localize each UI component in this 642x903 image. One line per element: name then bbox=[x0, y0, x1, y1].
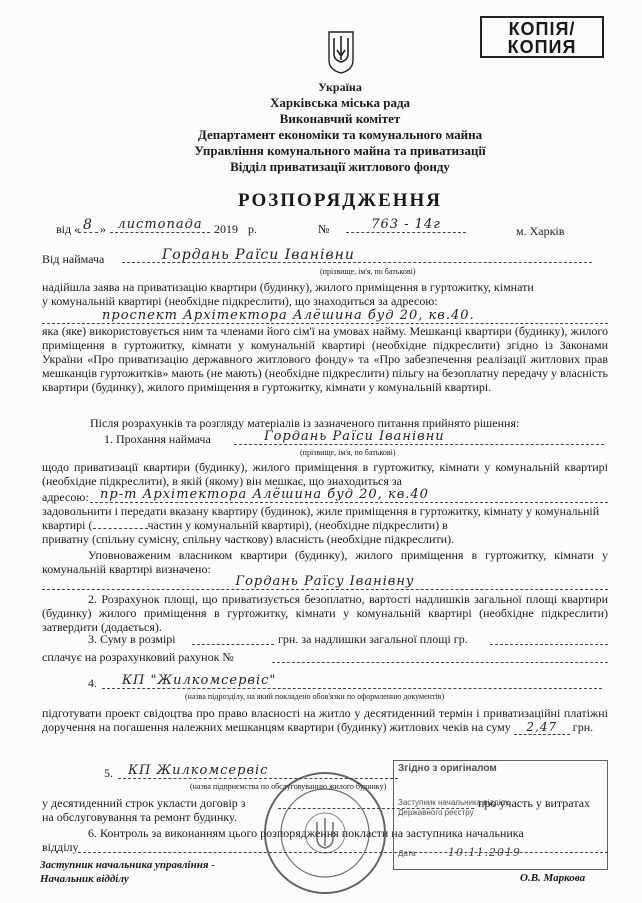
item2: 2. Розрахунок площі, що приватизується безоплатно, вартості надлишків загальної площі квартири (будинку) жилого приміщення в гуртожитку, кімнати у комунальній квартирі (необхідне підкреслити) затвердити (додається). bbox=[42, 592, 608, 634]
verify-line1: Заступник начальника відділу bbox=[398, 798, 510, 807]
item3-text: грн. за надлишки загальної площі гр. bbox=[278, 632, 468, 646]
verify-line2: Державного реєстру bbox=[398, 808, 474, 817]
item3-label: 3. Суму в розмірі bbox=[88, 632, 176, 646]
item1-address-label: адресою: bbox=[42, 490, 89, 504]
item1-part: частин у комунальній квартирі), (необхідне підкреслити) в bbox=[147, 518, 448, 532]
date-year-suffix: р. bbox=[248, 222, 257, 236]
item4-currency: грн. bbox=[572, 720, 594, 734]
signature-position-1: Заступник начальника управління - bbox=[40, 859, 215, 871]
signature-name: О.В. Маркова bbox=[520, 872, 586, 884]
item1-part-blank bbox=[93, 528, 148, 529]
tenant-label: Від наймача bbox=[42, 252, 105, 266]
round-seal-icon bbox=[250, 768, 400, 898]
verify-date: 10.11.2019 bbox=[447, 846, 521, 859]
header-committee: Виконавчий комітет bbox=[279, 111, 401, 126]
item1-name: Гордань Раїси Іванівни bbox=[234, 430, 604, 445]
verification-stamp bbox=[393, 760, 608, 870]
item4-org: КП "Жилкомсервіс" bbox=[102, 674, 602, 689]
item4-caption: (назва підрозділу, на який покладено обов'язки по оформленню документів) bbox=[185, 692, 445, 701]
item5-org: КП Жилкомсервіс bbox=[118, 764, 398, 779]
coat-of-arms-icon bbox=[327, 30, 355, 74]
document-number: 763 - 14г bbox=[346, 218, 466, 233]
date-mid: » bbox=[100, 222, 106, 236]
date-month: листопада bbox=[110, 218, 210, 233]
decision-lead: Після розрахунків та розгляду матеріалів із зазначеного питання прийнято рішення: bbox=[90, 416, 520, 430]
item1-text3: приватну (спільну сумісну, спільну часткову) власність (необхідне підкреслити). bbox=[42, 532, 455, 546]
header-country: Україна bbox=[318, 80, 362, 94]
city: м. Харків bbox=[516, 224, 565, 238]
item1-text2: задовольнити і передати вказану квартиру (будинок), жиле приміщення в гуртожитку, кімнату у комунальній квартирі ( bbox=[42, 504, 600, 532]
item1-caption: (прізвище, ім'я, по батькові) bbox=[300, 448, 396, 457]
date-prefix: від « bbox=[56, 222, 81, 236]
intro-address: проспект Архітектора Алёшина буд 20, кв.40. bbox=[42, 308, 608, 324]
number-label: № bbox=[318, 222, 330, 236]
item4-text: підготувати проект свідоцтва про право власності на житло у десятиденний термін і приватизаційні платіжні доручення на погашення належних мешканцям квартири (будинку) житлових чеків на суму bbox=[42, 706, 608, 734]
header-department: Департамент економіки та комунального майна bbox=[197, 127, 483, 142]
item5-caption: (назва підприємства по обслуговуванню жилого будинку) bbox=[190, 782, 387, 791]
header-administration: Управління комунального майна та приватизації bbox=[194, 143, 486, 158]
intro-line2: у комунальній квартирі (необхідне підкреслити), що знаходиться за адресою: bbox=[42, 294, 438, 308]
item5-text-b: про участь у витратах bbox=[478, 796, 591, 810]
item6-text-b: відділу bbox=[42, 840, 79, 854]
document-title: РОЗПОРЯДЖЕННЯ bbox=[237, 190, 443, 211]
verify-date-label: Дата bbox=[398, 849, 416, 858]
signature-position-2: Начальник відділу bbox=[40, 873, 129, 885]
item1-text: щодо приватизації квартири (будинку), жилого приміщення в гуртожитку, кімнати у комунальній квартирі (необхідне підкреслити), в якій (якому) він мешкає, що знаходиться за bbox=[42, 460, 608, 488]
owner-line: Уповноваженим власником квартири (будинку), жилого приміщення в гуртожитку, кімнати у комунальній квартирі визначено: bbox=[42, 548, 608, 576]
item4-sum: 2,47 bbox=[514, 720, 570, 735]
item3-sum-blank bbox=[192, 632, 274, 645]
item6-text: 6. Контроль за виконанням цього розпорядження покласти на заступника начальника bbox=[88, 826, 524, 840]
tenant-caption: (прізвище, ім'я, по батькові) bbox=[320, 267, 416, 276]
item4-label: 4. bbox=[88, 676, 97, 690]
header-council: Харківська міська рада bbox=[269, 95, 411, 110]
item3-account-blank bbox=[272, 650, 608, 663]
copy-stamp bbox=[480, 16, 604, 58]
item5-label: 5. bbox=[104, 766, 113, 780]
date-year: 2019 bbox=[214, 222, 238, 236]
header-division: Відділ приватизації житлового фонду bbox=[230, 159, 450, 174]
copy-stamp-line1: КОПІЯ/ bbox=[508, 19, 576, 39]
intro-paragraph: яка (яке) використовується ним та членами його сім'ї на умовах найму. Мешканці квартири (будинку), жилого приміщення в гуртожитку, кімнати у комунальній квартирі (необхідне підкреслити) згідно із Законами України «Про приватизацію державного житлового фонду» та «Про забезпечення реалізації житлових прав мешканців гуртожитків» мають (не мають) (необхідне підкреслити) пільгу на безоплатну передачу у власність квартири (будинку), жилого приміщення в гуртожитку, кімнати у комунальній квартирі. bbox=[42, 324, 608, 394]
date-day: 8 bbox=[78, 218, 98, 233]
tenant-name: Гордань Раїси Іванівни bbox=[122, 248, 592, 263]
copy-stamp-line2: КОПИЯ bbox=[507, 37, 577, 57]
item5-text: у десятиденний строк укласти договір з bbox=[42, 796, 246, 810]
intro-line1: надійшла заява на приватизацію квартири (будинку), жилого приміщення в гуртожитку, кімнати bbox=[42, 280, 534, 294]
verify-title: Згідно з оригіналом bbox=[398, 763, 497, 774]
item1-label: 1. Прохання наймача bbox=[104, 432, 211, 446]
item1-address: пр-т Архітектора Алёшина буд 20, кв.40 bbox=[90, 488, 608, 503]
item5-text2: на обслуговування та ремонт будинку. bbox=[42, 810, 237, 824]
item3-person-blank bbox=[490, 632, 608, 645]
owner-name: Гордань Раїсу Іванівну bbox=[42, 574, 608, 590]
item3-account-text: сплачує на розрахунковий рахунок № bbox=[42, 650, 234, 664]
